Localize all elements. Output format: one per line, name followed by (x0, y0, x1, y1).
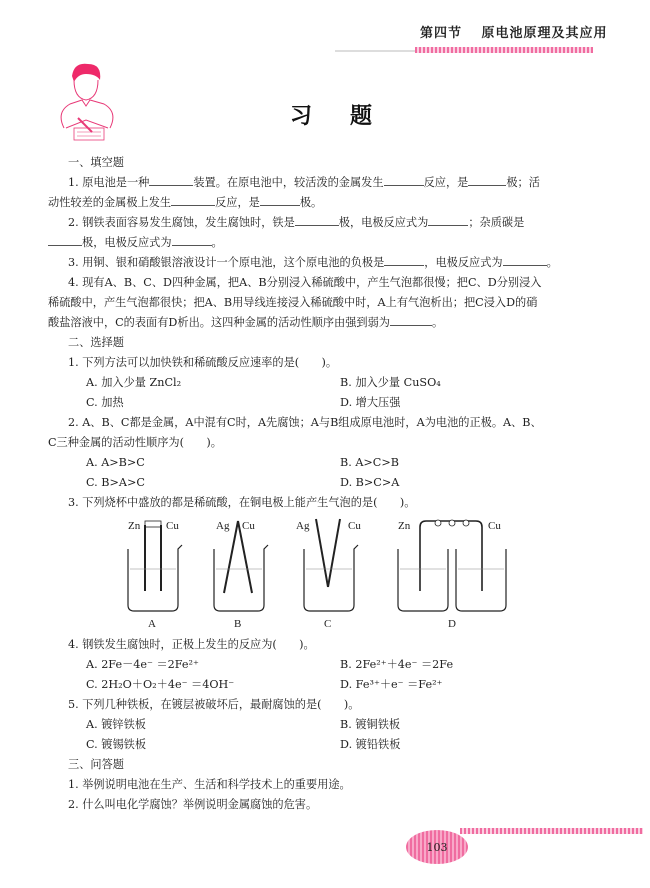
option-c[interactable]: C. 镀锡铁板 (86, 738, 147, 751)
choice-q2: 2. A、B、C都是金属，A中混有C时，A先腐蚀；A与B组成原电池时，A为电池的正极。A、B、 (68, 416, 542, 429)
option-b[interactable]: B. A>C>B (340, 456, 399, 469)
choice-q3: 3. 下列烧杯中盛放的都是稀硫酸，在铜电极上能产生气泡的是( )。 (68, 496, 416, 509)
page-title: 习题 (290, 104, 411, 129)
chapter-header (420, 22, 608, 41)
answer-blank[interactable] (384, 173, 424, 186)
choice-q5-options-row1 (48, 715, 608, 735)
answer-blank[interactable] (503, 253, 547, 266)
option-d[interactable]: D. 增大压强 (340, 396, 401, 409)
student-writing-illustration (52, 62, 122, 144)
answer-blank[interactable] (171, 193, 215, 206)
fill-q4-cont2: 酸盐溶液中，C的表面有D析出。这四种金属的活动性顺序由强到弱为 。 (48, 313, 608, 333)
beaker-c (296, 519, 361, 627)
beaker-diagrams (48, 515, 608, 627)
answer-blank[interactable] (260, 193, 300, 206)
fill-q4: 4. 现有A、B、C、D四种金属，把A、B分别浸入稀硫酸中，产生气泡都很慢；把C、D分别浸入 (68, 276, 542, 289)
qa-q2: 2. 什么叫电化学腐蚀？举例说明金属腐蚀的危害。 (68, 798, 318, 811)
header-rule-pink (415, 47, 593, 53)
svg-text:Zn: Zn (398, 520, 411, 532)
answer-blank[interactable] (428, 213, 468, 226)
answer-blank[interactable] (384, 253, 424, 266)
svg-text:Zn: Zn (128, 520, 141, 532)
svg-text:B: B (234, 618, 242, 627)
qa-q1: 1. 举例说明电池在生产、生活和科学技术上的重要用途。 (68, 778, 351, 791)
header-rule-grey (335, 50, 415, 52)
fill-q1-cont: 动性较差的金属极上发生 反应，是 极。 (48, 193, 608, 213)
beaker-a (128, 520, 182, 627)
svg-text:Cu: Cu (166, 520, 179, 532)
answer-blank[interactable] (295, 213, 339, 226)
option-c[interactable]: C. B>A>C (86, 476, 145, 489)
svg-text:A: A (148, 618, 156, 627)
fill-q1: 1. 原电池是一种 装置。在原电池中，较活泼的金属发生 反应，是 极；活 (48, 173, 608, 193)
page-number: 103 (426, 840, 448, 854)
footer-rule-pink (460, 828, 643, 834)
option-d[interactable]: D. B>C>A (340, 476, 400, 489)
option-b[interactable]: B. 2Fe²⁺＋4e⁻ ＝2Fe (340, 658, 454, 671)
choice-q2-cont: C三种金属的活动性顺序为( )。 (48, 436, 222, 449)
section-number: 第四节 (420, 26, 463, 41)
option-a[interactable]: A. A>B>C (86, 456, 145, 469)
choice-q5-options-row2 (48, 735, 608, 755)
fill-q2-cont: 极，电极反应式为 。 (48, 233, 608, 253)
exercise-content (48, 153, 608, 815)
option-c[interactable]: C. 2H₂O＋O₂＋4e⁻ ＝4OH⁻ (86, 678, 235, 691)
svg-text:Cu: Cu (348, 520, 361, 532)
answer-blank[interactable] (390, 313, 432, 326)
choice-q1-options-row1 (48, 373, 608, 393)
answer-blank[interactable] (468, 173, 506, 186)
svg-text:Ag: Ag (216, 520, 230, 532)
option-b[interactable]: B. 镀铜铁板 (340, 718, 401, 731)
option-a[interactable]: A. 2Fe－4e⁻ ＝2Fe²⁺ (86, 658, 199, 671)
choice-q2-options-row1 (48, 453, 608, 473)
page-number-badge (406, 830, 468, 864)
answer-blank[interactable] (149, 173, 193, 186)
option-d[interactable]: D. Fe³⁺＋e⁻ ＝Fe²⁺ (340, 678, 443, 691)
section-heading-fill: 一、填空题 (68, 156, 124, 169)
svg-text:C: C (324, 618, 332, 627)
fill-q3: 3. 用铜、银和硝酸银溶液设计一个原电池，这个原电池的负极是 ，电极反应式为 。 (48, 253, 608, 273)
svg-text:Cu: Cu (242, 520, 255, 532)
svg-text:D: D (448, 618, 456, 627)
svg-text:Cu: Cu (488, 520, 501, 532)
option-b[interactable]: B. 加入少量 CuSO₄ (340, 376, 441, 389)
choice-q4: 4. 钢铁发生腐蚀时，正极上发生的反应为( )。 (68, 638, 315, 651)
fill-q2: 2. 钢铁表面容易发生腐蚀，发生腐蚀时，铁是 极，电极反应式为 ；杂质碳是 (48, 213, 608, 233)
option-d[interactable]: D. 镀铅铁板 (340, 738, 401, 751)
choice-q1-options-row2 (48, 393, 608, 413)
choice-q1: 1. 下列方法可以加快铁和稀硫酸反应速率的是( )。 (68, 356, 338, 369)
answer-blank[interactable] (172, 233, 212, 246)
svg-text:Ag: Ag (296, 520, 310, 532)
option-a[interactable]: A. 加入少量 ZnCl₂ (86, 376, 182, 389)
section-heading-choice: 二、选择题 (68, 336, 124, 349)
option-a[interactable]: A. 镀锌铁板 (86, 718, 146, 731)
fill-q4-cont1: 稀硫酸中，产生气泡都很快；把A、B用导线连接浸入稀硫酸中时，A上有气泡析出；把C浸入D的硝 (48, 296, 538, 309)
answer-blank[interactable] (48, 233, 82, 246)
choice-q4-options-row1 (48, 655, 608, 675)
choice-q2-options-row2 (48, 473, 608, 493)
section-heading-qa: 三、问答题 (68, 758, 124, 771)
choice-q4-options-row2 (48, 675, 608, 695)
beaker-b (214, 520, 268, 627)
beaker-d (398, 520, 506, 627)
option-c[interactable]: C. 加热 (86, 396, 124, 409)
choice-q5: 5. 下列几种铁板，在镀层被破坏后，最耐腐蚀的是( )。 (68, 698, 360, 711)
section-title: 原电池原理及其应用 (481, 26, 608, 41)
